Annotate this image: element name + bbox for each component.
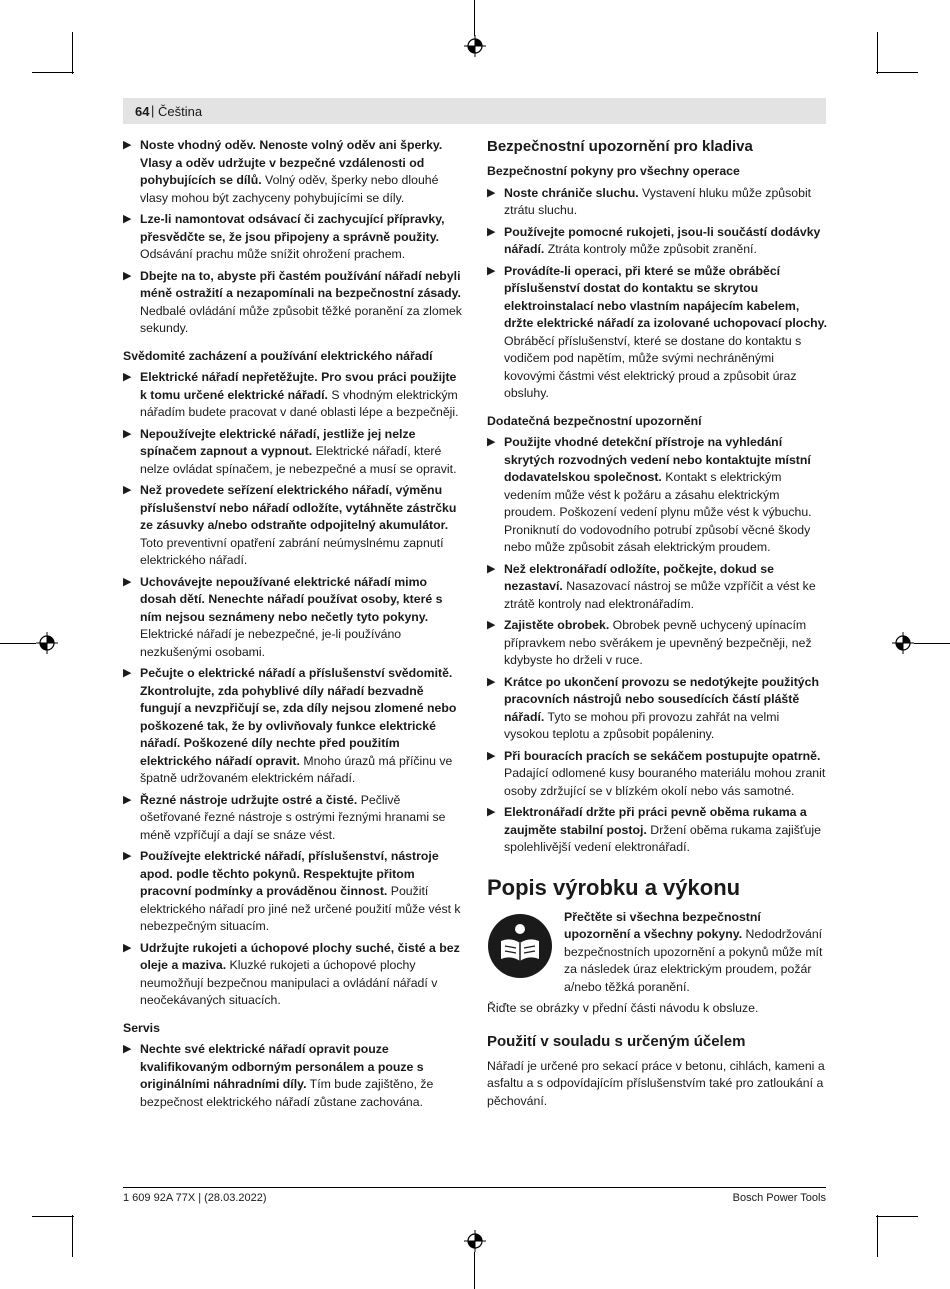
item-text: Nasazovací nástroj se může vzpříčit a vést ke ztrátě kontroly nad elektronářadím. [504, 579, 816, 611]
bullet-triangle-icon: ▶ [123, 427, 132, 440]
item-text: Padající odlomené kusy bouraného materiálu mohou zranit osoby zdržující se v blízkém okolí nebo vás samotné. [504, 766, 826, 798]
warning-normal: Nedodržování bezpečnostních upozornění a pokynů může mít za následek úraz elektrickým proudem, požár a/nebo těžká poranění. [564, 927, 823, 994]
right-list-a [487, 185, 827, 403]
item-bold-text: Používejte pomocné rukojeti, jsou-li součástí dodávky nářadí. [504, 224, 821, 256]
footer-document-id: 1 609 92A 77X | (28.03.2022) [123, 1192, 267, 1204]
item-bold-text: Elektrické nářadí nepřetěžujte. Pro svou práci použijte k tomu určené elektrické nářadí. [140, 370, 457, 402]
intended-use-text: Nářadí je určené pro sekací práce v betonu, cihlách, kameni a asfaltu a s odpovídajícím příslušenstvím také pro zatloukání a pěchování. [487, 1058, 825, 1108]
crop-mark [876, 72, 918, 73]
item-text: Elektrické nářadí je nebezpečné, je-li používáno nezkušenými osobami. [140, 627, 402, 659]
list-item [123, 574, 463, 662]
item-bold-text: Provádíte-li operaci, při které se může obráběcí příslušenství dostat do kontaktu se skrytou elektroinstalací nebo vlastním napájecím kabelem, držte elektrické nářadí za izolované uchopovací plochy. [504, 263, 828, 330]
item-bold-text: Dbejte na to, abyste při častém používání nářadí nebyli méně ostražití a nezapomínali na bezpečnostní zásady. [140, 268, 461, 300]
item-text: Držení oběma rukama zajišťuje spolehlivější vedení elektronářadí. [504, 822, 821, 854]
bullet-triangle-icon: ▶ [487, 749, 496, 762]
item-bold-text: Elektronářadí držte při práci pevně oběma rukama a zaujměte stabilní postoj. [504, 805, 807, 837]
list-item [487, 617, 827, 670]
list-item [123, 268, 463, 338]
list-item [123, 426, 463, 479]
list-item [487, 434, 827, 557]
list-item [487, 804, 827, 857]
left-list-a [123, 137, 463, 338]
item-text: Elektrické nářadí, které nelze ovládat spínačem, je nebezpečné a musí se opravit. [140, 444, 457, 476]
bullet-triangle-icon: ▶ [487, 264, 496, 277]
bullet-triangle-icon: ▶ [487, 562, 496, 575]
bullet-triangle-icon: ▶ [487, 186, 496, 199]
crop-mark [877, 32, 878, 74]
item-text: Nedbalé ovládání může způsobit těžké poranění za zlomek sekundy. [140, 303, 462, 335]
list-item [487, 748, 827, 801]
item-bold-text: Zajistěte obrobek. [504, 618, 610, 632]
list-item [123, 848, 463, 936]
crop-mark [0, 643, 36, 644]
right-column [487, 137, 827, 1114]
item-bold-text: Noste vhodný oděv. Nenoste volný oděv ani šperky. Vlasy a oděv udržujte v bezpečné vzdálenosti od pohybujících se dílů. [140, 138, 443, 187]
item-bold-text: Než provedete seřízení elektrického nářadí, výměnu příslušenství nebo nářadí odložíte, vytáhněte zástrčku ze zásuvky a/nebo odstraňte odpojitelný akumulátor. [140, 483, 457, 532]
item-bold-text: Při bouracích pracích se sekáčem postupujte opatrně. [504, 748, 821, 763]
list-item [123, 369, 463, 422]
bullet-triangle-icon: ▶ [487, 225, 496, 238]
item-text: Použití elektrického nářadí pro jiné než určené použití může vést k nebezpečným situacím. [140, 884, 461, 933]
right-list-b [487, 434, 827, 857]
list-item [487, 224, 827, 259]
item-bold-text: Udržujte rukojeti a úchopové plochy suché, čisté a bez oleje a maziva. [140, 940, 460, 972]
list-item [123, 1041, 463, 1111]
bullet-triangle-icon: ▶ [123, 269, 132, 282]
item-text: Obrobek pevně uchycený upínacím přípravkem nebo svěrákem je upevněný bezpečněji, než kdybyste ho drželi v ruce. [504, 618, 812, 667]
crop-mark [474, 0, 475, 36]
crop-mark [877, 1215, 878, 1257]
item-bold-text: Než elektronářadí odložíte, počkejte, dokud se nezastaví. [504, 561, 774, 593]
crop-mark [876, 1216, 918, 1217]
bullet-triangle-icon: ▶ [123, 213, 132, 225]
list-item [123, 792, 463, 845]
bullet-triangle-icon: ▶ [123, 1043, 132, 1055]
subheading-handling: Svědomité zacházení a používání elektrického nářadí [123, 348, 433, 363]
intended-use-title: Použití v souladu s určeným účelem [487, 1032, 746, 1050]
item-bold-text: Použijte vhodné detekční přístroje na vyhledání skrytých rozvodných vedení nebo kontaktujte místní dodavatelskou společnost. [504, 435, 811, 484]
item-text: Vystavení hluku může způsobit ztrátu sluchu. [504, 185, 812, 217]
left-list-c [123, 1041, 463, 1111]
item-text: Tyto se mohou při provozu zahřát na velmi vysokou teplotu a způsobit popáleniny. [504, 709, 780, 741]
bullet-triangle-icon: ▶ [487, 806, 496, 818]
bullet-triangle-icon: ▶ [123, 850, 132, 862]
item-text: Kontakt s elektrickým vedením může vést k požáru a zásahu elektrickým proudem. Poškození vedení plynu může vést k výbuchu. Proniknutí do vodovodního potrubí způsobí věcné škody nebo může způsobit zásah elektrickým proudem. [504, 470, 812, 554]
item-text: Mnoho úrazů má příčinu ve špatně udržovaném elektrickém nářadí. [140, 753, 453, 785]
item-text: Odsávání prachu může snížit ohrožení prachem. [140, 247, 406, 261]
item-bold-text: Řezné nástroje udržujte ostré a čisté. [140, 792, 358, 807]
header-language: Čeština [158, 104, 203, 119]
bullet-triangle-icon: ▶ [487, 675, 496, 688]
bullet-triangle-icon: ▶ [123, 941, 132, 954]
item-text: Obráběcí příslušenství, které se dostane do kontaktu s vodičem pod napětím, může svými nechráněnými kovovými částmi vést elektrický proud a způsobit úraz obsluhy. [504, 333, 802, 400]
header-separator: | [151, 103, 155, 118]
subheading-all-operations: Bezpečnostní pokyny pro všechny operace [487, 164, 740, 178]
list-item [487, 674, 827, 744]
crop-mark [914, 643, 950, 644]
header-bar [123, 98, 826, 124]
registration-mark-top [464, 35, 486, 57]
item-bold-text: Krátce po ukončení provozu se nedotýkejte použitých pracovních nástrojů nebo sousedících částí pláště nářadí. [504, 674, 819, 724]
list-item [487, 185, 827, 220]
list-item [487, 561, 827, 614]
subheading-service: Servis [123, 1020, 160, 1035]
item-bold-text: Pečujte o elektrické nářadí a příslušenství svědomitě. Zkontrolujte, zda pohyblivé díly nářadí bezvadně fungují a nevzpřičují se, zda díly nejsou zlomené nebo poškozené tak, že by ovlivňovaly funkce elektrické nářadí. Poškozené díly nechte před použitím elektrického nářadí opravit. [140, 666, 457, 768]
crop-mark [32, 72, 74, 73]
crop-mark [72, 1215, 73, 1257]
list-item [123, 211, 463, 264]
item-bold-text: Lze-li namontovat odsávací či zachycující přípravky, přesvědčte se, že jsou připojeny a správně použity. [140, 212, 445, 244]
warning-block [487, 909, 827, 997]
bullet-triangle-icon: ▶ [487, 619, 496, 631]
item-bold-text: Noste chrániče sluchu. [504, 185, 639, 200]
registration-mark-right [892, 632, 914, 654]
bullet-triangle-icon: ▶ [123, 139, 132, 151]
crop-mark [72, 32, 73, 74]
figures-note: Řiďte se obrázky v přední části návodu k obsluze. [487, 1001, 759, 1015]
left-column [123, 137, 463, 1115]
left-list-b [123, 369, 463, 1010]
item-text: Ztráta kontroly může způsobit zranění. [544, 242, 757, 256]
item-text: Pečlivě ošetřované řezné nástroje s ostrými řeznými hranami se méně vzpříčují a dají se snáze vést. [140, 792, 446, 842]
item-text: S vhodným elektrickým nářadím budete pracovat v dané oblasti lépe a bezpečněji. [140, 387, 459, 419]
read-manual-icon [487, 913, 553, 979]
registration-mark-bottom [464, 1230, 486, 1252]
list-item [487, 263, 827, 403]
footer-rule [123, 1187, 826, 1188]
page-number: 64 [135, 104, 150, 119]
list-item [123, 665, 463, 788]
footer-brand: Bosch Power Tools [732, 1192, 826, 1204]
item-bold-text: Nepoužívejte elektrické nářadí, jestliže jej nelze spínačem zapnout a vypnout. [140, 426, 416, 458]
bullet-triangle-icon: ▶ [123, 484, 132, 496]
bullet-triangle-icon: ▶ [487, 436, 496, 448]
crop-mark [474, 1252, 475, 1289]
product-description-title: Popis výrobku a výkonu [487, 874, 741, 900]
item-bold-text: Používejte elektrické nářadí, příslušenství, nástroje apod. podle těchto pokynů. Respektujte přitom pracovní podmínky a prováděnou činnost. [140, 849, 439, 898]
list-item [123, 482, 463, 570]
item-text: Kluzké rukojeti a úchopové plochy neumožňují bezpečnou manipulaci a ovládání nářadí v neočekávaných situacích. [140, 958, 438, 1007]
subheading-additional: Dodatečná bezpečnostní upozornění [487, 413, 702, 428]
registration-mark-left [36, 632, 58, 654]
item-bold-text: Uchovávejte nepoužívané elektrické nářadí mimo dosah dětí. Nenechte nářadí používat osoby, které s ním nejsou seznámeny nebo nečetly tyto pokyny. [140, 574, 443, 624]
item-text: Volný oděv, šperky nebo dlouhé vlasy mohou být zachyceny pohybujícími se díly. [140, 173, 439, 205]
list-item [123, 137, 463, 207]
item-text: Toto preventivní opatření zabrání neúmyslnému zapnutí elektrického nářadí. [140, 535, 444, 567]
item-text: Tím bude zajištěno, že bezpečnost elektrického nářadí zůstane zachována. [140, 1077, 434, 1109]
section-title-hammer: Bezpečnostní upozornění pro kladiva [487, 138, 753, 155]
bullet-triangle-icon: ▶ [123, 667, 132, 679]
item-bold-text: Nechte své elektrické nářadí opravit pouze kvalifikovaným odborným personálem a pouze s originálními náhradními díly. [140, 1042, 424, 1091]
bullet-triangle-icon: ▶ [123, 793, 132, 806]
warning-bold: Přečtěte si všechna bezpečnostní upozornění a všechny pokyny. [564, 909, 761, 941]
bullet-triangle-icon: ▶ [123, 371, 132, 383]
bullet-triangle-icon: ▶ [123, 575, 132, 588]
list-item [123, 940, 463, 1010]
crop-mark [32, 1216, 74, 1217]
